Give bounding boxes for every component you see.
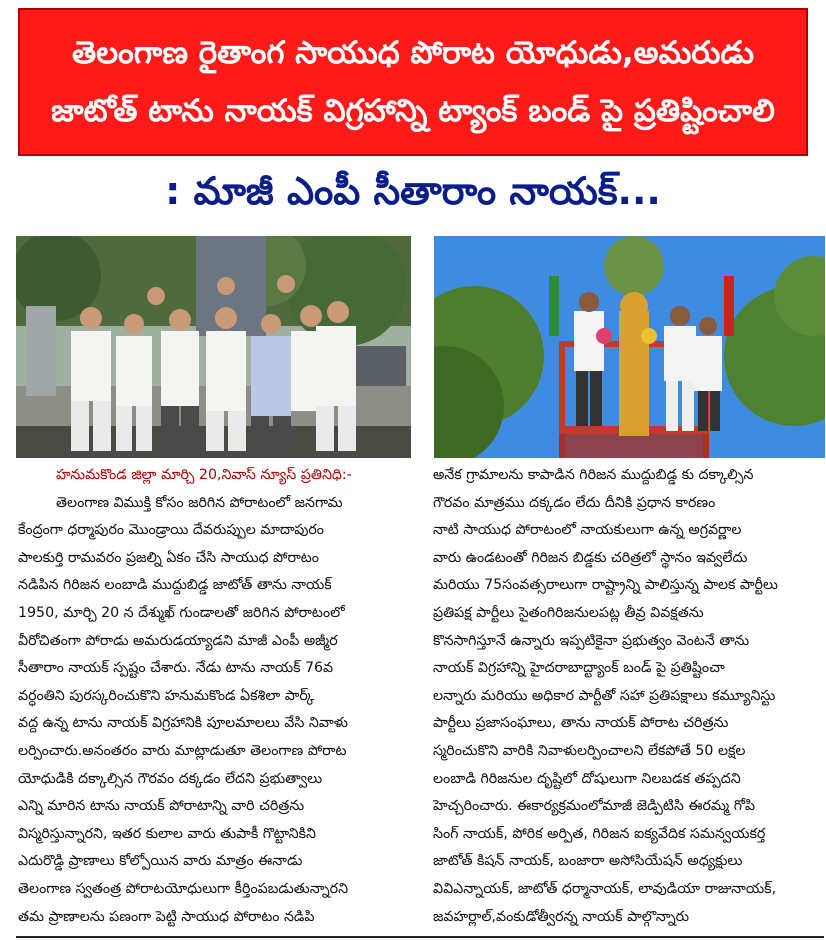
article-column-right <box>433 462 824 931</box>
article-line: వీరోచితంగా పోరాడు అమరుడయ్యాడని మాజీ ఎంపీ అజ్మీర <box>18 632 338 649</box>
article-line: కేంద్రంగా ధర్మాపురం మొండ్రాయి దేవరుప్పుల మాదాపురం <box>18 522 324 539</box>
article-line: నాటి సాయుధ పోరాటంలో నాయకులుగా ఉన్న అగ్రవర్ణాల <box>433 522 742 539</box>
subheadline: : మాజీ ఎంపీ సీతారాం నాయక్... <box>165 169 661 213</box>
headline-line-2: జాటోత్ టాను నాయక్ విగ్రహాన్ని ట్యాంక్ బండ్ పై ప్రతిష్టించాలి <box>51 93 775 129</box>
article-line: జాటోత్ కిషన్ నాయక్, బంజారా అసోసియేషన్ అధ్యక్షులు <box>433 853 743 870</box>
article-line: సీతారాం నాయక్ స్పష్టం చేశారు. నేడు టాను నాయక్ 76వ <box>18 660 334 677</box>
article-line: వర్ధంతిని పురస్కరించుకొని హనుమకొండ ఏకశిలా పార్క్ <box>18 687 315 704</box>
article-line: వారు ఉండటంతో గిరిజన బిడ్డకు చరిత్రలో స్థానం ఇవ్వలేదు <box>433 549 748 566</box>
article-line: స్మరించుకొని వారికి నివాళులర్పించాలని లేకపోతే 50 లక్షల <box>433 742 746 759</box>
news-photo-left <box>16 236 411 458</box>
article-line: వివిఎన్నాయక్, జాటోత్ ధర్మానాయక్, లావుడియా రాజునాయక్, <box>433 880 777 897</box>
article-line: అనేక గ్రామాలను కాపాడిన గిరిజన ముద్దుబిడ్డ కు దక్కాల్సిన <box>433 467 754 483</box>
article-line: వద్ద ఉన్న టాను నాయక్ విగ్రహానికి పూలమాలలు వేసి నివాళు <box>18 715 348 732</box>
article-line: తెలంగాణ స్వతంత్ర పోరాటయోధులుగా కీర్తింపబడుతున్నారని <box>18 880 349 897</box>
article-line: యోధుడికి దక్కాల్సిన గౌరవం దక్కడం లేదని ప్రభుత్వాలు <box>18 770 323 787</box>
article-line: నాయక్ విగ్రహాన్ని హైదరాబాద్ట్యాంక్ బండ్ పై ప్రతిష్టించా <box>433 660 725 677</box>
bottom-rule <box>16 936 824 938</box>
article-line: పార్టీలు ప్రజాసంఘాలు, తాను నాయక్ పోరాట చరిత్రను <box>433 715 729 732</box>
article-column-left <box>18 462 413 931</box>
headline-line-1: తెలంగాణ రైతాంగ సాయుధ పోరాట యోధుడు,అమరుడు <box>71 35 755 71</box>
article-line: లంబాడి గిరిజనుల దృష్టిలో దోషులుగా నిలబడక తప్పదని <box>433 770 741 787</box>
article-line: విస్మరిస్తున్నారని, ఇతర కులాల వారు తుపాకీ గొట్టానికిని <box>18 825 316 842</box>
news-photo-right <box>434 236 825 458</box>
group-photo-illustration <box>16 236 411 458</box>
article-line: ప్రతిపక్ష పార్టీలు సైతంగిరిజనులపట్ల తీవ్ర వివక్షతను <box>433 604 704 621</box>
article-line: గౌరవం మాత్రము దక్కడం లేదు దీనికి ప్రధాన కారణం <box>433 494 716 511</box>
headline-banner <box>18 8 808 156</box>
article-line: లర్పించారు.అనంతరం వారు మాట్లాడుతూ తెలంగాణ పోరాట <box>18 742 347 759</box>
article-line: పాలకుర్తి రామవరం ప్రజల్ని ఏకం చేసి సాయుధ పోరాటం <box>18 549 319 566</box>
article-line: హెచ్చరించారు. ఈకార్యక్రమంలోమాజీ జెడ్పిటిసి ఈరమ్మ గోపి <box>433 798 756 815</box>
article-dateline: హనుమకొండ జిల్లా మార్చి 20,నివాస్ న్యూస్ ప్రతినిధి:- <box>56 467 352 483</box>
article-line: లన్నారు మరియు అధికార పార్టీతో సహా ప్రతిపక్షాలు కమ్యూనిస్టు <box>433 687 776 704</box>
article-line: ఎదురొడ్డి ప్రాణాలు కోల్పోయిన వారు మాత్రం ఈనాడు <box>18 853 303 870</box>
article-line: కొనసాగిస్తూనే ఉన్నారు ఇప్పటికైనా ప్రభుత్వం వెంటనే తాను <box>433 632 750 649</box>
article-line: జవహర్లాల్,వంకుడోత్వీరన్న నాయక్ పాల్గొన్నారు <box>433 908 689 925</box>
article-line: నడిపిన గిరిజన లంబాడి ముద్దుబిడ్డ జాటోత్ తాను నాయక్ <box>18 577 332 594</box>
article-line: మరియు 75సంవత్సరాలుగా రాష్ట్రాన్ని పాలిస్తున్న పాలక పార్టీలు <box>433 577 778 594</box>
article-line: తెలంగాణ విముక్తి కోసం జరిగిన పోరాటంలో జనగామ <box>56 494 343 511</box>
article-line: సింగ్ నాయక్, పోరిక అర్పిత, గిరిజన ఐక్యవేదిక సమన్వయకర్త <box>433 825 766 842</box>
article-line: తమ ప్రాణాలను పణంగా పెట్టి సాయుధ పోరాటం నడిపి <box>18 908 315 925</box>
article-line: 1950, మార్చి 20 న దేశ్ముఖ్ గుండాలతో జరిగిన పోరాటంలో <box>18 604 345 621</box>
statue-garlanding-illustration <box>434 236 825 458</box>
article-line: ఎన్ని మారిన టాను నాయక్ పోరాటాన్ని వారి చరిత్రను <box>18 798 305 815</box>
